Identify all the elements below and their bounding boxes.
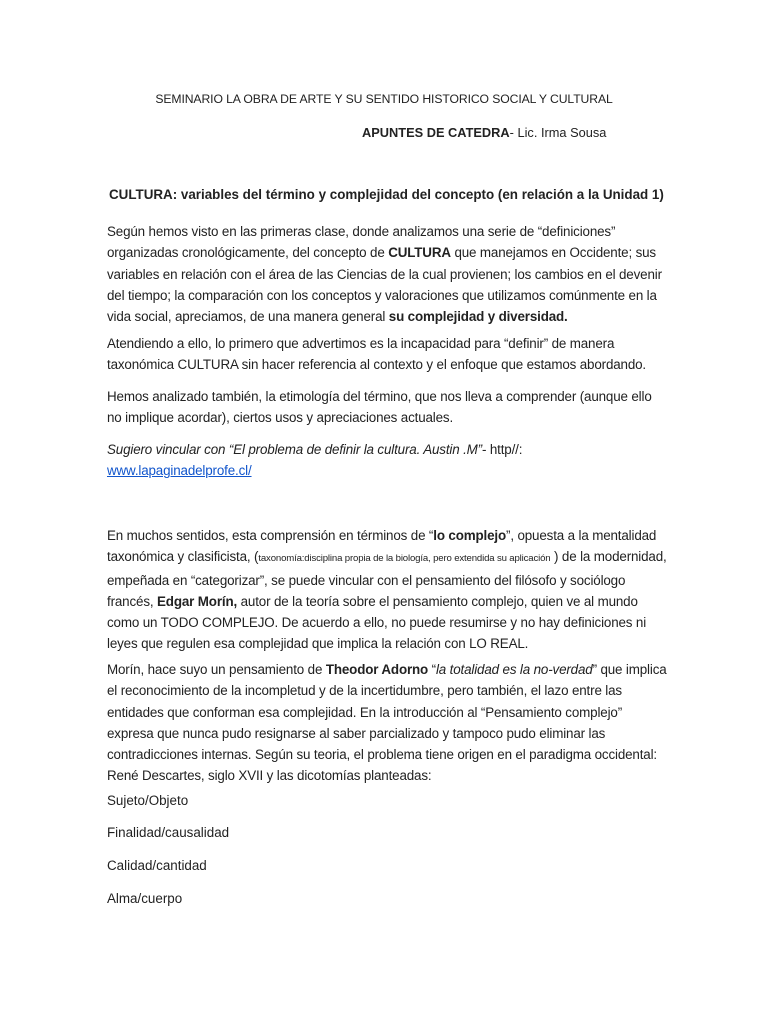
- p5-bold-lo-complejo: lo complejo: [433, 528, 507, 543]
- p1-text-a: Según hemos visto en las primeras clase, donde analizamos una serie de “definiciones” organizadas cronológicamente, del concepto de: [107, 224, 616, 261]
- p5-text-c: ”, opuesta a la mentalidad taxonómica y clasificista, (: [107, 528, 657, 565]
- section-title-text: CULTURA: variables del término y complejidad del concepto (en relación a la Unidad 1): [109, 187, 664, 202]
- section-title: [109, 187, 664, 202]
- document-subtitle: [362, 125, 606, 140]
- paragraph-2: Atendiendo a ello, lo primero que advertimos es la incapacidad para “definir” de manera taxonómica CULTURA sin hacer referencia al contexto y el enfoque que estamos abordando.: [107, 336, 647, 373]
- paragraph-1: [107, 221, 667, 327]
- p5-text-d: ) de la modernidad, empeñada en “categorizar”, se puede vincular con el pensamiento del filósofo y sociólogo francés,: [107, 549, 667, 609]
- p6-text-a: Morín, hace suyo un pensamiento de: [107, 662, 326, 677]
- document-title: SEMINARIO LA OBRA DE ARTE Y SU SENTIDO HISTORICO SOCIAL Y CULTURAL: [155, 92, 613, 106]
- p4-italic: Sugiero vincular con “El problema de definir la cultura. Austin .M”: [107, 442, 482, 457]
- p1-bold-cultura: CULTURA: [388, 245, 451, 261]
- list-item: Calidad/cantidad: [107, 858, 207, 873]
- p5-bold-edgar-morin: Edgar Morín,: [157, 593, 238, 609]
- p4-rest: - http//:: [481, 442, 523, 457]
- p6-text-c: “: [428, 662, 436, 677]
- paragraph-6: [107, 659, 667, 787]
- p5-text-a: En muchos sentidos, esta comprensión en términos de “: [107, 528, 434, 543]
- list-item: Alma/cuerpo: [107, 891, 183, 906]
- p5-small-note: taxonomía:disciplina propia de la biología, pero extendida su aplicación: [258, 553, 551, 565]
- paragraph-4: [107, 439, 667, 482]
- list-item: Finalidad/causalidad: [107, 825, 230, 840]
- list-item: Sujeto/Objeto: [107, 793, 189, 808]
- paragraph-3: Hemos analizado también, la etimología del término, que nos lleva a comprender (aunque ello no implique acordar), ciertos usos y apreciaciones actuales.: [107, 389, 652, 426]
- external-link[interactable]: www.lapaginadelprofe.cl/: [107, 463, 252, 479]
- paragraph-5: [107, 525, 667, 655]
- p1-bold-complejidad: su complejidad y diversidad.: [388, 309, 568, 325]
- subtitle-author: - Lic. Irma Sousa: [509, 125, 607, 140]
- p1-text-c: que manejamos en Occidente; sus variables en relación con el área de las Ciencias de la cual provienen; los cambios en el devenir del tiempo; la comparación con los conceptos y valoraciones que utilizamos comúnmente en la vida social, apreciamos, de una manera general: [107, 245, 662, 325]
- p5-text-f: autor de la teoría sobre el pensamiento complejo, quien ve al mundo como un TODO COMPLEJO. De acuerdo a ello, no puede resumirse y no hay definiciones ni leyes que regulen esa complejidad que implica la relación con LO REAL.: [107, 593, 647, 652]
- subtitle-bold: APUNTES DE CATEDRA: [362, 125, 510, 140]
- p6-text-e: ” que implica el reconocimiento de la incompletud y de la incertidumbre, pero también, el lazo entre las entidades que conforman esa complejidad. En la introducción al “Pensamiento complejo” expresa que nunca pudo resignarse al saber parcializado y tampoco pudo eliminar las contradicciones internas. Según su teoria, el problema tiene origen en el paradigma occidental: René Descartes, siglo XVII y las dicotomías planteadas:: [107, 662, 667, 784]
- p6-italic-quote: la totalidad es la no-verdad: [435, 662, 593, 677]
- p6-bold-adorno: Theodor Adorno: [325, 662, 429, 677]
